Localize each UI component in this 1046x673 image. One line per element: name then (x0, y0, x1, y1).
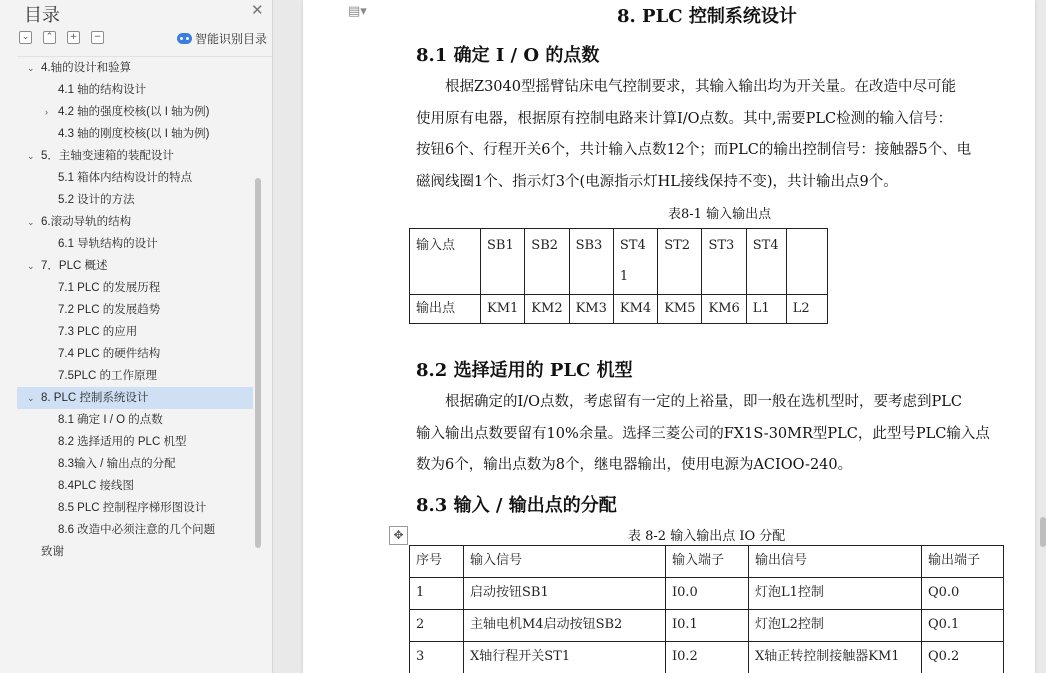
close-icon[interactable]: ✕ (251, 1, 264, 19)
table-cell: 灯泡L2控制 (749, 610, 922, 642)
toc-item[interactable] (17, 145, 253, 167)
toc-item[interactable] (17, 123, 253, 145)
table-cell: X轴行程开关ST1 (464, 642, 666, 673)
toc-item[interactable] (17, 541, 253, 563)
chevron-down-icon[interactable]: ⌄ (27, 63, 35, 73)
table-cell: KM3 (569, 295, 613, 324)
page-menu-icon[interactable]: ▤▾ (348, 4, 367, 19)
toc-item[interactable] (17, 211, 253, 233)
table-row (410, 642, 1004, 673)
toc-item[interactable] (17, 365, 253, 387)
toc-item[interactable] (17, 387, 253, 409)
toc-item-label: 8.3输入 / 输出点的分配 (58, 458, 176, 470)
toc-item-label: 7.5PLC 的工作原理 (58, 370, 158, 382)
paragraph-line: 磁阀线圈1个、指示灯3个(电源指示灯HL接线保持不变)，共计输出点9个。 (416, 173, 898, 190)
toc-item-label: 4.2 轴的强度校核(以 I 轴为例) (58, 106, 210, 118)
table-cell: I0.2 (666, 642, 749, 673)
toc-item-label: 5.1 箱体内结构设计的特点 (58, 172, 193, 184)
paragraph-8-2 (416, 387, 1016, 482)
table-row (410, 229, 828, 295)
toc-item-label: 8.1 确定 I / O 的点数 (58, 414, 163, 426)
ai-robot-icon (177, 33, 192, 44)
smart-toc-button[interactable] (177, 30, 267, 47)
table-row (410, 295, 828, 324)
toc-item-label: 8.2 选择适用的 PLC 机型 (58, 436, 187, 448)
collapse-all-icon[interactable]: ⌃ (43, 31, 56, 44)
table-cell: KM6 (702, 295, 746, 324)
toc-item-label: 7.2 PLC 的发展趋势 (58, 304, 161, 316)
table-header-cell: 输入信号 (464, 546, 666, 578)
io-allocation-table (409, 545, 1004, 673)
toc-item-label: 8.4PLC 接线图 (58, 480, 135, 492)
table-header-row (410, 546, 1004, 578)
table-cell: ST2 (658, 229, 702, 295)
table-cell: 3 (410, 642, 464, 673)
smart-toc-label: 智能识别目录 (195, 32, 268, 46)
toc-title: 目录 (24, 5, 60, 26)
table-row (410, 610, 1004, 642)
table-cell: SB3 (569, 229, 613, 295)
toc-item-label: 6.滚动导轨的结构 (41, 216, 132, 228)
toc-item[interactable] (17, 233, 253, 255)
table-caption-8-2: 表 8-2 输入输出点 IO 分配 (628, 529, 786, 544)
toc-item-label: 5．主轴变速箱的装配设计 (41, 150, 174, 162)
remove-heading-icon[interactable]: − (91, 31, 104, 44)
chevron-down-icon[interactable]: ⌄ (27, 217, 35, 227)
chevron-down-icon[interactable]: ⌄ (27, 151, 35, 161)
paragraph-line: 使用原有电器，根据原有控制电路来计算I/O点数。其中,需要PLC检测的输入信号： (416, 110, 953, 127)
toc-item[interactable] (17, 519, 253, 541)
expand-all-icon[interactable]: ⌄ (19, 31, 32, 44)
table-cell: Q0.0 (922, 578, 1004, 610)
toc-item-label: 6.1 导轨结构的设计 (58, 238, 158, 250)
table-cell: 输出点 (410, 295, 481, 324)
toc-item-label: 致谢 (41, 546, 64, 558)
section-heading-8-1: 8.1 确定 I / O 的点数 (416, 45, 600, 66)
table-cell (786, 229, 827, 295)
table-cell: ST4 1 (613, 229, 657, 295)
table-cell: 2 (410, 610, 464, 642)
table-cell: 1 (410, 578, 464, 610)
toc-item-label: 7.3 PLC 的应用 (58, 326, 138, 338)
table-cell: 输入点 (410, 229, 481, 295)
toc-item[interactable] (17, 277, 253, 299)
toc-panel (0, 0, 273, 673)
table-cell: Q0.1 (922, 610, 1004, 642)
toc-item[interactable] (17, 255, 253, 277)
toc-item[interactable] (17, 343, 253, 365)
io-points-table (409, 228, 828, 324)
table-cell: KM1 (481, 295, 525, 324)
table-cell: 主轴电机M4启动按钮SB2 (464, 610, 666, 642)
toc-item-label: 4.1 轴的结构设计 (58, 84, 147, 96)
toc-item[interactable] (17, 321, 253, 343)
toc-item[interactable] (17, 79, 253, 101)
chevron-down-icon[interactable]: ⌄ (27, 393, 35, 403)
toc-item-label: 5.2 设计的方法 (58, 194, 135, 206)
toc-item-label: 7.4 PLC 的硬件结构 (58, 348, 161, 360)
table-move-icon[interactable]: ✥ (389, 526, 408, 545)
paragraph-line: 根据确定的I/O点数，考虑留有一定的上裕量，即一般在选机型时，要考虑到PLC (445, 394, 962, 410)
toc-item[interactable] (17, 167, 253, 189)
toc-item-label: 4.3 轴的刚度校核(以 I 轴为例) (58, 128, 210, 140)
section-heading-8-2: 8.2 选择适用的 PLC 机型 (416, 360, 633, 381)
toc-item[interactable] (17, 431, 253, 453)
table-cell: 灯泡L1控制 (749, 578, 922, 610)
table-header-cell: 输入端子 (666, 546, 749, 578)
table-caption-8-1: 表8-1 输入输出点 (668, 207, 772, 222)
table-cell: SB2 (525, 229, 569, 295)
table-cell: Q0.2 (922, 642, 1004, 673)
table-header-cell: 输出端子 (922, 546, 1004, 578)
table-cell: KM5 (658, 295, 702, 324)
paragraph-line: 按钮6个、行程开关6个，共计输入点数12个；而PLC的输出控制信号：接触器5个、电 (416, 142, 972, 158)
table-cell: KM4 (613, 295, 657, 324)
paragraph-line: 根据Z3040型摇臂钻床电气控制要求，其输入输出均为开关量。在改造中尽可能 (445, 79, 956, 95)
chevron-down-icon[interactable]: ⌄ (27, 261, 35, 271)
table-cell: L2 (786, 295, 827, 324)
toc-item[interactable] (17, 57, 253, 79)
paragraph-line: 输入输出点数要留有10%余量。选择三菱公司的FX1S-30MR型PLC，此型号PLC输入点 (416, 425, 990, 442)
chapter-heading: 8. PLC 控制系统设计 (617, 6, 797, 27)
table-cell: I0.1 (666, 610, 749, 642)
toc-item-label: 8.6 改造中必须注意的几个问题 (58, 524, 216, 536)
table-cell: I0.0 (666, 578, 749, 610)
toc-item[interactable] (17, 475, 253, 497)
table-cell: KM2 (525, 295, 569, 324)
document-scrollbar[interactable] (1040, 517, 1046, 547)
toc-item[interactable] (17, 101, 253, 123)
toc-item[interactable] (17, 409, 253, 431)
toc-item-label: 8. PLC 控制系统设计 (41, 392, 149, 404)
table-cell: L1 (746, 295, 786, 324)
toc-item-label: 7.1 PLC 的发展历程 (58, 282, 161, 294)
add-heading-icon[interactable]: + (67, 31, 80, 44)
section-heading-8-3: 8.3 输入 / 输出点的分配 (416, 495, 617, 516)
toc-list (17, 56, 272, 673)
table-header-cell: 输出信号 (749, 546, 922, 578)
table-cell: 启动按钮SB1 (464, 578, 666, 610)
toc-scrollbar[interactable] (255, 178, 261, 548)
paragraph-line: 数为6个，输出点数为8个，继电器输出，使用电源为ACIOO-240。 (416, 457, 853, 473)
table-cell: ST4 (746, 229, 786, 295)
toc-item[interactable] (17, 497, 253, 519)
table-row (410, 578, 1004, 610)
toc-item-label: 7．PLC 概述 (41, 260, 108, 272)
toc-item-label: 8.5 PLC 控制程序梯形图设计 (58, 502, 207, 514)
table-header-cell: 序号 (410, 546, 464, 578)
toc-item[interactable] (17, 189, 253, 211)
paragraph-8-1 (416, 72, 1016, 198)
toc-item[interactable] (17, 299, 253, 321)
toc-item[interactable] (17, 453, 253, 475)
table-cell: X轴正转控制接触器KM1 (749, 642, 922, 673)
table-cell: ST3 (702, 229, 746, 295)
chevron-right-icon[interactable]: › (45, 107, 48, 117)
table-cell: SB1 (481, 229, 525, 295)
toc-item-label: 4.轴的设计和验算 (41, 62, 132, 74)
